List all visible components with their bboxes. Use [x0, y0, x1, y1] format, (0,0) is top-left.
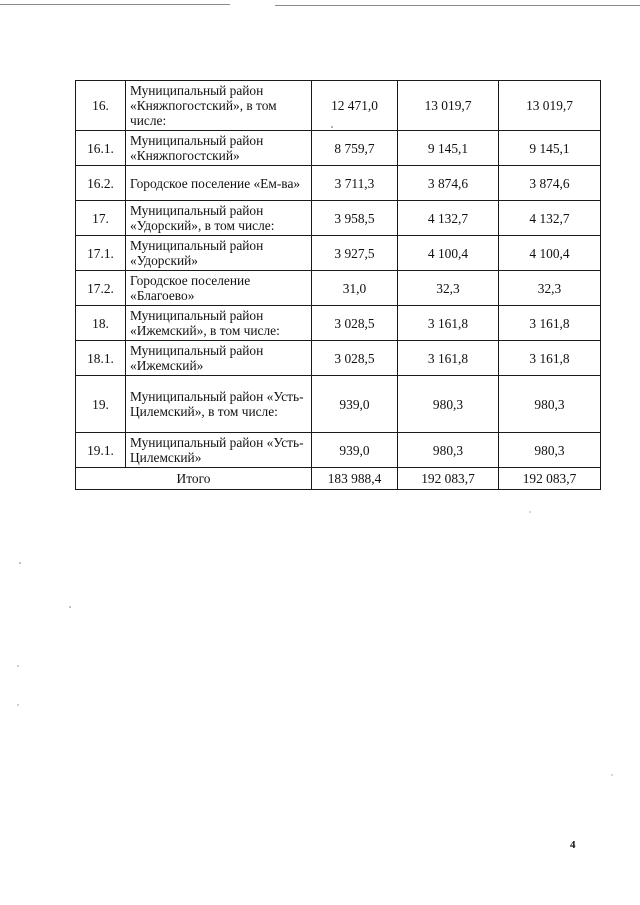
table-row	[76, 376, 601, 433]
municipality-name: Городское поселение «Ем-ва»	[126, 166, 312, 201]
table-row	[76, 433, 601, 468]
total-value-col-1: 183 988,4	[312, 468, 398, 490]
row-number: 18.1.	[76, 341, 126, 376]
municipality-name: Муниципальный район «Ижемский», в том числе:	[126, 306, 312, 341]
value-col-2: 32,3	[398, 271, 499, 306]
row-number: 16.	[76, 81, 126, 131]
municipality-name: Муниципальный район «Усть-Цилемский», в том числе:	[126, 376, 312, 433]
municipality-name: Муниципальный район «Княжпогостский», в том числе:	[126, 81, 312, 131]
total-value-col-2: 192 083,7	[398, 468, 499, 490]
value-col-1: 3 958,5	[312, 201, 398, 236]
table-row	[76, 271, 601, 306]
value-col-2: 980,3	[398, 376, 499, 433]
value-col-3: 980,3	[499, 376, 601, 433]
row-number: 17.2.	[76, 271, 126, 306]
value-col-3: 980,3	[499, 433, 601, 468]
value-col-3: 3 161,8	[499, 341, 601, 376]
scan-edge-line-right	[275, 5, 640, 6]
scan-edge-line-left	[0, 4, 230, 5]
table-total-row	[76, 468, 601, 490]
row-number: 18.	[76, 306, 126, 341]
municipality-name: Муниципальный район «Княжпогостский»	[126, 131, 312, 166]
table-row	[76, 341, 601, 376]
total-label: Итого	[76, 468, 312, 490]
value-col-1: 3 028,5	[312, 341, 398, 376]
value-col-2: 980,3	[398, 433, 499, 468]
value-col-2: 13 019,7	[398, 81, 499, 131]
value-col-3: 13 019,7	[499, 81, 601, 131]
municipality-name: Городское поселение «Благоево»	[126, 271, 312, 306]
value-col-2: 9 145,1	[398, 131, 499, 166]
table-row	[76, 201, 601, 236]
value-col-1: 3 711,3	[312, 166, 398, 201]
row-number: 19.	[76, 376, 126, 433]
table-row	[76, 166, 601, 201]
table-row	[76, 236, 601, 271]
municipality-name: Муниципальный район «Удорский»	[126, 236, 312, 271]
value-col-3: 4 132,7	[499, 201, 601, 236]
value-col-1: 3 028,5	[312, 306, 398, 341]
value-col-1: 3 927,5	[312, 236, 398, 271]
table-row	[76, 306, 601, 341]
value-col-3: 9 145,1	[499, 131, 601, 166]
page-number: 4	[570, 839, 576, 851]
value-col-2: 4 132,7	[398, 201, 499, 236]
value-col-1: 8 759,7	[312, 131, 398, 166]
municipality-name: Муниципальный район «Удорский», в том числе:	[126, 201, 312, 236]
municipality-name: Муниципальный район «Усть-Цилемский»	[126, 433, 312, 468]
row-number: 17.1.	[76, 236, 126, 271]
value-col-2: 3 161,8	[398, 306, 499, 341]
table-row	[76, 131, 601, 166]
value-col-1: 939,0	[312, 376, 398, 433]
budget-table	[75, 80, 601, 490]
row-number: 17.	[76, 201, 126, 236]
value-col-1: 12 471,0	[312, 81, 398, 131]
value-col-1: 31,0	[312, 271, 398, 306]
value-col-3: 4 100,4	[499, 236, 601, 271]
row-number: 16.2.	[76, 166, 126, 201]
row-number: 19.1.	[76, 433, 126, 468]
total-value-col-3: 192 083,7	[499, 468, 601, 490]
value-col-2: 4 100,4	[398, 236, 499, 271]
value-col-3: 3 161,8	[499, 306, 601, 341]
value-col-3: 32,3	[499, 271, 601, 306]
row-number: 16.1.	[76, 131, 126, 166]
value-col-2: 3 874,6	[398, 166, 499, 201]
value-col-2: 3 161,8	[398, 341, 499, 376]
value-col-3: 3 874,6	[499, 166, 601, 201]
table-row	[76, 81, 601, 131]
municipality-name: Муниципальный район «Ижемский»	[126, 341, 312, 376]
value-col-1: 939,0	[312, 433, 398, 468]
